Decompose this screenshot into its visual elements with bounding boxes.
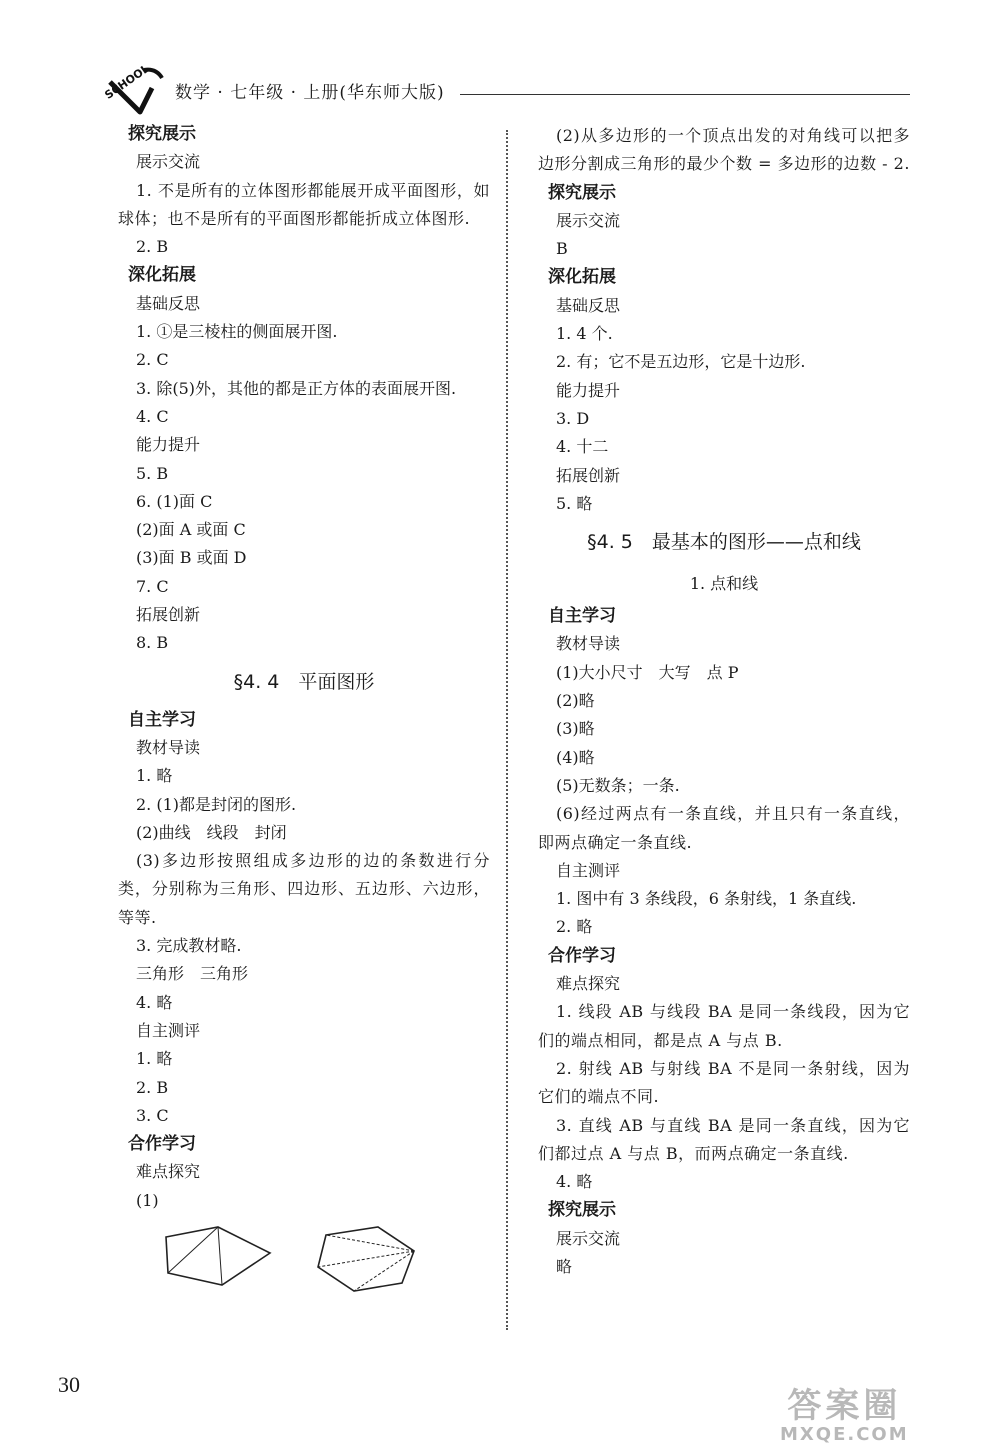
answer-item: 1. 图中有 3 条线段，6 条射线，1 条直线. bbox=[556, 889, 857, 909]
subheading: 自主测评 bbox=[136, 1020, 201, 1040]
heading: 自主学习 bbox=[128, 709, 196, 730]
answer-item: (3)面 B 或面 D bbox=[136, 548, 247, 568]
answer-item: 2. B bbox=[136, 237, 169, 257]
answer-item: (2)面 A 或面 C bbox=[136, 520, 246, 540]
answer-item: B bbox=[556, 239, 568, 259]
answer-item: 1. 略 bbox=[136, 1049, 173, 1069]
answer-item: 1. 4 个. bbox=[556, 324, 613, 344]
answer-item: 5. 略 bbox=[556, 493, 593, 513]
answer-paragraph: 2. 射线 AB 与射线 BA 不是同一条射线，因为它们的端点不同. bbox=[538, 1058, 910, 1107]
subheading: 能力提升 bbox=[136, 435, 201, 455]
answer-item: 略 bbox=[556, 1256, 573, 1276]
answer-item: 1. ①是三棱柱的侧面展开图. bbox=[136, 322, 338, 342]
answer-item: 6. (1)面 C bbox=[136, 491, 213, 511]
answer-paragraph: (3)多边形按照组成多边形的边的条数进行分类，分别称为三角形、四边形、五边形、六边形，等等. bbox=[118, 851, 490, 927]
heading: 深化拓展 bbox=[128, 265, 196, 286]
subheading: 基础反思 bbox=[556, 295, 621, 315]
subheading: 展示交流 bbox=[136, 152, 201, 172]
answer-item: 4. 略 bbox=[556, 1172, 593, 1192]
watermark-url: MXQE.COM bbox=[780, 1424, 909, 1445]
answer-item: (2)略 bbox=[556, 691, 595, 711]
answer-paragraph: (2)从多边形的一个顶点出发的对角线可以把多边形分割成三角形的最少个数 = 多边形的边数 - 2. bbox=[538, 126, 910, 174]
column-divider bbox=[506, 130, 508, 1330]
subheading: 教材导读 bbox=[556, 634, 621, 654]
subsection-title: 1. 点和线 bbox=[689, 574, 759, 594]
answer-paragraph: (6)经过两点有一条直线，并且只有一条直线，即两点确定一条直线. bbox=[538, 804, 910, 852]
svg-text:SCHOOL: SCHOOL bbox=[102, 62, 152, 102]
answer-item: 2. C bbox=[136, 350, 169, 370]
subheading: 难点探究 bbox=[556, 974, 621, 994]
heading: 探究展示 bbox=[128, 124, 196, 144]
answer-item: 3. 除(5)外，其他的都是正方体的表面展开图. bbox=[136, 378, 457, 398]
answer-item: 3. C bbox=[136, 1105, 169, 1125]
polygon-diagonals-diagram bbox=[158, 1223, 418, 1295]
answer-paragraph: 1. 线段 AB 与线段 BA 是同一条线段，因为它们的端点相同，都是点 A 与点 B. bbox=[538, 1002, 910, 1050]
school-logo-icon bbox=[100, 60, 170, 116]
answer-item: 5. B bbox=[136, 463, 169, 483]
heading: 合作学习 bbox=[128, 1134, 196, 1155]
subheading: 展示交流 bbox=[556, 1228, 621, 1248]
page-header bbox=[100, 60, 910, 120]
heading: 合作学习 bbox=[548, 945, 616, 966]
watermark-logo bbox=[780, 1388, 909, 1445]
right-column bbox=[538, 122, 910, 1281]
answer-item: 2. B bbox=[136, 1077, 169, 1097]
answer-item: (1) bbox=[136, 1190, 159, 1210]
polygon-figures bbox=[118, 1215, 490, 1295]
book-title: 数学 · 七年级 · 上册(华东师大版) bbox=[175, 83, 445, 103]
heading: 自主学习 bbox=[548, 606, 616, 627]
answer-item: 4. C bbox=[136, 406, 169, 426]
subheading: 自主测评 bbox=[556, 860, 621, 880]
subheading: 拓展创新 bbox=[556, 465, 621, 485]
subheading: 能力提升 bbox=[556, 380, 621, 400]
heading: 深化拓展 bbox=[548, 267, 616, 288]
answer-item: 8. B bbox=[136, 633, 169, 653]
heading: 探究展示 bbox=[548, 1200, 616, 1221]
subheading: 基础反思 bbox=[136, 293, 201, 313]
subheading: 展示交流 bbox=[556, 210, 621, 230]
answer-paragraph: 1. 不是所有的立体图形都能展开成平面图形，如球体；也不是所有的平面图形都能折成立体图形. bbox=[118, 180, 490, 228]
answer-item: 2. (1)都是封闭的图形. bbox=[136, 794, 297, 814]
answer-item: 2. 略 bbox=[556, 917, 593, 937]
subheading: 教材导读 bbox=[136, 737, 201, 757]
answer-item: (1)大小尺寸 大写 点 P bbox=[556, 662, 739, 682]
answer-item: 3. 完成教材略. bbox=[136, 936, 242, 956]
answer-item: 4. 十二 bbox=[556, 437, 609, 457]
subheading: 难点探究 bbox=[136, 1162, 201, 1182]
header-rule bbox=[460, 94, 910, 95]
left-column bbox=[118, 120, 490, 1295]
answer-item: (5)无数条；一条. bbox=[556, 775, 680, 795]
answer-item: (2)曲线 线段 封闭 bbox=[136, 822, 287, 842]
answer-item: 7. C bbox=[136, 576, 169, 596]
answer-item: 2. 有；它不是五边形，它是十边形. bbox=[556, 352, 806, 372]
answer-item: 4. 略 bbox=[136, 992, 173, 1012]
answer-paragraph: 3. 直线 AB 与直线 BA 是同一条直线，因为它们都过点 A 与点 B，而两点确定一条直线. bbox=[538, 1115, 910, 1163]
heading: 探究展示 bbox=[548, 182, 616, 203]
section-title: §4. 5 最基本的图形——点和线 bbox=[587, 531, 861, 554]
page-number: 30 bbox=[58, 1372, 80, 1397]
answer-item: 3. D bbox=[556, 408, 590, 428]
watermark-text: 答案圈 bbox=[787, 1386, 902, 1426]
answer-item: (4)略 bbox=[556, 747, 595, 767]
answer-item: (3)略 bbox=[556, 719, 595, 739]
subheading: 拓展创新 bbox=[136, 605, 201, 625]
section-title: §4. 4 平面图形 bbox=[233, 670, 375, 693]
answer-item: 三角形 三角形 bbox=[136, 964, 249, 984]
answer-item: 1. 略 bbox=[136, 766, 173, 786]
